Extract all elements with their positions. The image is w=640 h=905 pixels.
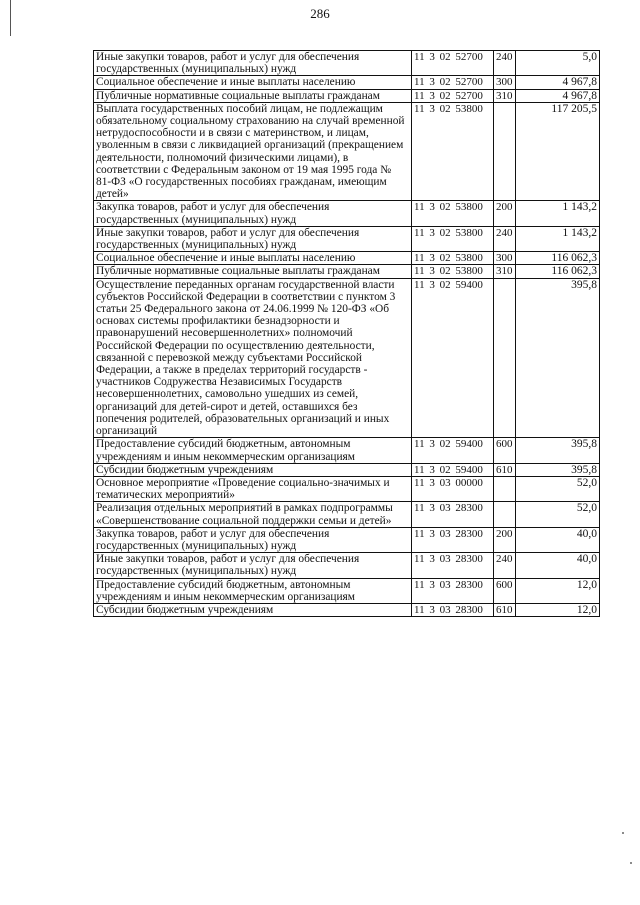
amount: 116 062,3 <box>516 265 600 278</box>
target-article-code: 11 3 03 28300 <box>412 553 494 578</box>
amount: 12,0 <box>516 603 600 616</box>
expense-name: Основное мероприятие «Проведение социально-значимых и тематических мероприятий» <box>94 476 412 501</box>
table-row <box>94 527 600 552</box>
expense-type-code: 240 <box>494 51 516 76</box>
amount: 52,0 <box>516 502 600 527</box>
expense-name: Предоставление субсидий бюджетным, автономным учреждениям и иным некоммерческим организациям <box>94 438 412 463</box>
budget-table <box>93 50 600 617</box>
expense-type-code: 300 <box>494 252 516 265</box>
target-article-code: 11 3 02 52700 <box>412 51 494 76</box>
amount: 395,8 <box>516 278 600 438</box>
amount: 40,0 <box>516 527 600 552</box>
target-article-code: 11 3 03 00000 <box>412 476 494 501</box>
expense-name: Закупка товаров, работ и услуг для обеспечения государственных (муниципальных) нужд <box>94 201 412 226</box>
table-row <box>94 278 600 438</box>
amount: 52,0 <box>516 476 600 501</box>
table-row <box>94 603 600 616</box>
target-article-code: 11 3 02 53800 <box>412 201 494 226</box>
table-row <box>94 463 600 476</box>
expense-name: Иные закупки товаров, работ и услуг для обеспечения государственных (муниципальных) нужд <box>94 553 412 578</box>
table-row <box>94 51 600 76</box>
amount: 116 062,3 <box>516 252 600 265</box>
target-article-code: 11 3 02 53800 <box>412 265 494 278</box>
table-row <box>94 76 600 89</box>
target-article-code: 11 3 03 28300 <box>412 527 494 552</box>
table-row <box>94 89 600 102</box>
expense-type-code: 200 <box>494 527 516 552</box>
table-row <box>94 201 600 226</box>
expense-name: Иные закупки товаров, работ и услуг для обеспечения государственных (муниципальных) нужд <box>94 51 412 76</box>
target-article-code: 11 3 02 59400 <box>412 278 494 438</box>
amount: 4 967,8 <box>516 76 600 89</box>
table-row <box>94 265 600 278</box>
amount: 117 205,5 <box>516 102 600 201</box>
expense-name: Иные закупки товаров, работ и услуг для обеспечения государственных (муниципальных) нужд <box>94 226 412 251</box>
expense-type-code: 310 <box>494 89 516 102</box>
amount: 5,0 <box>516 51 600 76</box>
table-row <box>94 502 600 527</box>
expense-type-code: 600 <box>494 578 516 603</box>
expense-name: Выплата государственных пособий лицам, не подлежащим обязательному социальному страхованию на случай временной нетрудоспособности и в связи с материнством, и лицам, уволенным в связи с ликвидацией организаций (прекращением деятельности, полномочий физическими лицами), в соответствии с Федеральным законом от 19 мая 1995 года № 81-ФЗ «О государственных пособиях гражданам, имеющим детей» <box>94 102 412 201</box>
expense-type-code: 610 <box>494 603 516 616</box>
scan-speck <box>630 862 632 864</box>
target-article-code: 11 3 03 28300 <box>412 603 494 616</box>
expense-name: Субсидии бюджетным учреждениям <box>94 463 412 476</box>
amount: 12,0 <box>516 578 600 603</box>
expense-name: Субсидии бюджетным учреждениям <box>94 603 412 616</box>
table-row <box>94 578 600 603</box>
expense-type-code <box>494 502 516 527</box>
expense-type-code: 200 <box>494 201 516 226</box>
expense-type-code <box>494 102 516 201</box>
expense-name: Осуществление переданных органам государственной власти субъектов Российской Федерации в соответствии с пунктом 3 статьи 25 Федерального закона от 24.06.1999 № 120-ФЗ «Об основах системы профилактики безнадзорности и правонарушений несовершеннолетних» полномочий Российской Федерации по осуществлению деятельности, связанной с перевозкой между субъектами Российской Федерации, а также в пределах территорий государств - участников Содружества Независимых Государств несовершеннолетних, самовольно ушедших из семей, организаций для детей-сирот и детей, оставшихся без попечения родителей, образовательных организаций и иных организаций <box>94 278 412 438</box>
expense-type-code <box>494 476 516 501</box>
expense-type-code: 240 <box>494 553 516 578</box>
table-row <box>94 252 600 265</box>
expense-type-code: 240 <box>494 226 516 251</box>
expense-name: Публичные нормативные социальные выплаты гражданам <box>94 265 412 278</box>
expense-type-code <box>494 278 516 438</box>
expense-type-code: 310 <box>494 265 516 278</box>
expense-name: Публичные нормативные социальные выплаты гражданам <box>94 89 412 102</box>
amount: 4 967,8 <box>516 89 600 102</box>
table-row <box>94 476 600 501</box>
expense-name: Социальное обеспечение и иные выплаты населению <box>94 252 412 265</box>
amount: 395,8 <box>516 463 600 476</box>
table-row <box>94 438 600 463</box>
scan-speck <box>622 832 624 834</box>
expense-name: Закупка товаров, работ и услуг для обеспечения государственных (муниципальных) нужд <box>94 527 412 552</box>
target-article-code: 11 3 03 28300 <box>412 502 494 527</box>
page-number: 286 <box>310 6 330 21</box>
amount: 40,0 <box>516 553 600 578</box>
target-article-code: 11 3 02 52700 <box>412 89 494 102</box>
target-article-code: 11 3 02 53800 <box>412 252 494 265</box>
table-row <box>94 553 600 578</box>
amount: 1 143,2 <box>516 201 600 226</box>
expense-type-code: 600 <box>494 438 516 463</box>
expense-type-code: 610 <box>494 463 516 476</box>
amount: 1 143,2 <box>516 226 600 251</box>
table-row <box>94 102 600 201</box>
expense-name: Реализация отдельных мероприятий в рамках подпрограммы «Совершенствование социальной поддержки семьи и детей» <box>94 502 412 527</box>
target-article-code: 11 3 02 59400 <box>412 438 494 463</box>
table-row <box>94 226 600 251</box>
target-article-code: 11 3 02 52700 <box>412 76 494 89</box>
expense-name: Предоставление субсидий бюджетным, автономным учреждениям и иным некоммерческим организациям <box>94 578 412 603</box>
target-article-code: 11 3 02 53800 <box>412 226 494 251</box>
expense-type-code: 300 <box>494 76 516 89</box>
target-article-code: 11 3 03 28300 <box>412 578 494 603</box>
target-article-code: 11 3 02 53800 <box>412 102 494 201</box>
target-article-code: 11 3 02 59400 <box>412 463 494 476</box>
amount: 395,8 <box>516 438 600 463</box>
expense-name: Социальное обеспечение и иные выплаты населению <box>94 76 412 89</box>
